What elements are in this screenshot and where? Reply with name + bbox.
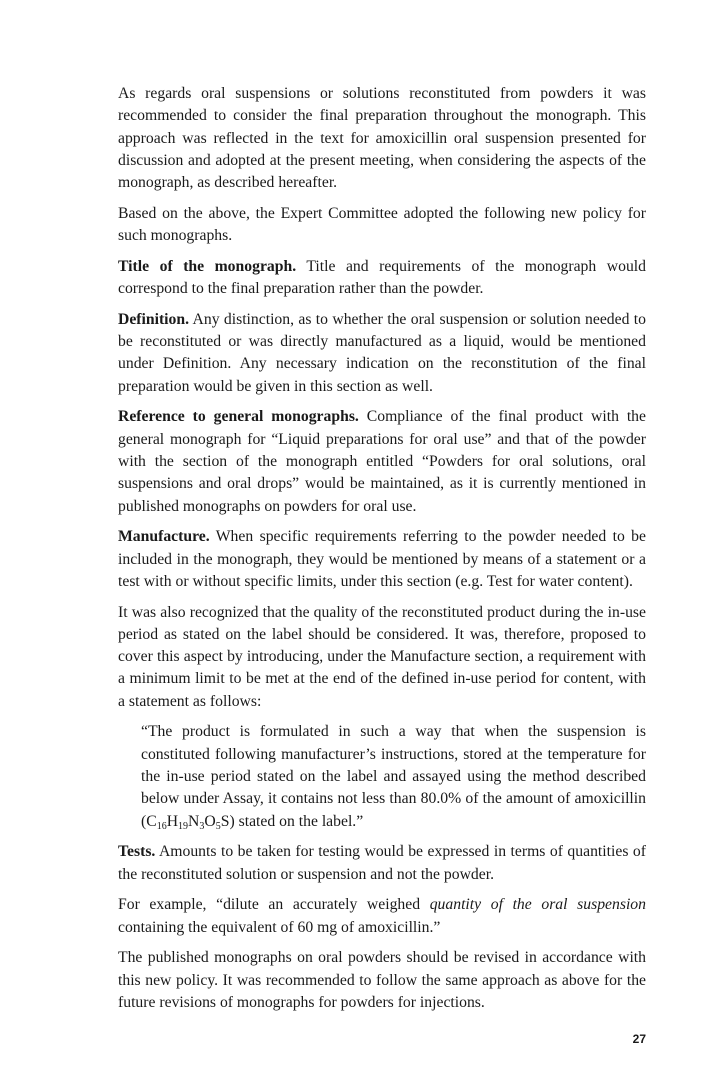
manufacture-text: When specific requirements referring to the powder needed to be included in the monograph, they would be mentioned by means of a statement or a test with or without specific limits, under this section (e.g. Test for water content). [118,528,646,590]
title-of-monograph-heading: Title of the monograph. [118,257,297,275]
example-italic-text: quantity of the oral suspension [429,896,646,914]
reference-heading: Reference to general monographs. [118,408,359,426]
example-text-after: containing the equivalent of 60 mg of amoxicillin.” [118,918,441,936]
paragraph-title-of-monograph [118,256,646,301]
title-of-monograph-text: Title and requirements of the monograph would correspond to the final preparation rather than the powder. [118,257,646,298]
definition-text: Any distinction, as to whether the oral suspension or solution needed to be reconstituted or was directly manufactured as a liquid, would be mentioned under Definition. Any necessary indication on the reconstitution of the final preparation would be given in this section as well. [118,310,646,395]
manufacture-heading: Manufacture. [118,528,210,546]
paragraph-revision-recommendation: The published monographs on oral powders should be revised in accordance with this new policy. It was recommended to follow the same approach as above for the future revisions of monographs for powders for injections. [118,949,646,1011]
paragraph-policy-intro: Based on the above, the Expert Committee adopted the following new policy for such monographs. [118,204,646,245]
paragraph-manufacture [118,526,646,593]
paragraph-oral-suspensions: As regards oral suspensions or solutions reconstituted from powders it was recommended to consider the final preparation throughout the monograph. This approach was reflected in the text for amoxicillin oral suspension presented for discussion and adopted at the present meeting, when considering the aspects of the monograph, as described hereafter. [118,85,646,192]
reference-text: Compliance of the final product with the general monograph for “Liquid preparations for oral use” and that of the powder with the section of the monograph entitled “Powders for oral solutions, oral suspensions and oral drops” would be maintained, as it is currently mentioned in published monographs on powders for oral use. [118,408,646,515]
paragraph-tests [118,841,646,886]
paragraph-definition [118,309,646,398]
amoxicillin-formula: $C_{16}H_{19}N_3O_5S$ [146,812,230,832]
page-number: 27 [632,1032,646,1046]
definition-heading: Definition. [118,310,190,328]
paragraph-reference-general-monographs [118,406,646,517]
body-text [118,83,646,1023]
quote-text-before: “The product is formulated in such a way that when the suspension is constituted following manufacturer’s instructions, stored at the temperature for the in-use period stated on the label and assayed using the method described below under Assay, it contains not less than 80.0% of the amount of amoxicillin ( [141,723,646,830]
example-text-before: For example, “dilute an accurately weighed [118,896,430,914]
paragraph-in-use-period: It was also recognized that the quality of the reconstituted product during the in-use period as stated on the label should be considered. It was, therefore, proposed to cover this aspect by introducing, under the Manufacture section, a requirement with a minimum limit to be met at the end of the defined in-use period for content, with a statement as follows: [118,603,646,710]
tests-heading: Tests. [118,843,156,861]
quote-text-after: ) stated on the label.” [229,812,364,830]
quoted-statement [141,721,646,832]
paragraph-example [118,894,646,939]
tests-text: Amounts to be taken for testing would be expressed in terms of quantities of the reconstituted solution or suspension and not the powder. [118,843,646,883]
